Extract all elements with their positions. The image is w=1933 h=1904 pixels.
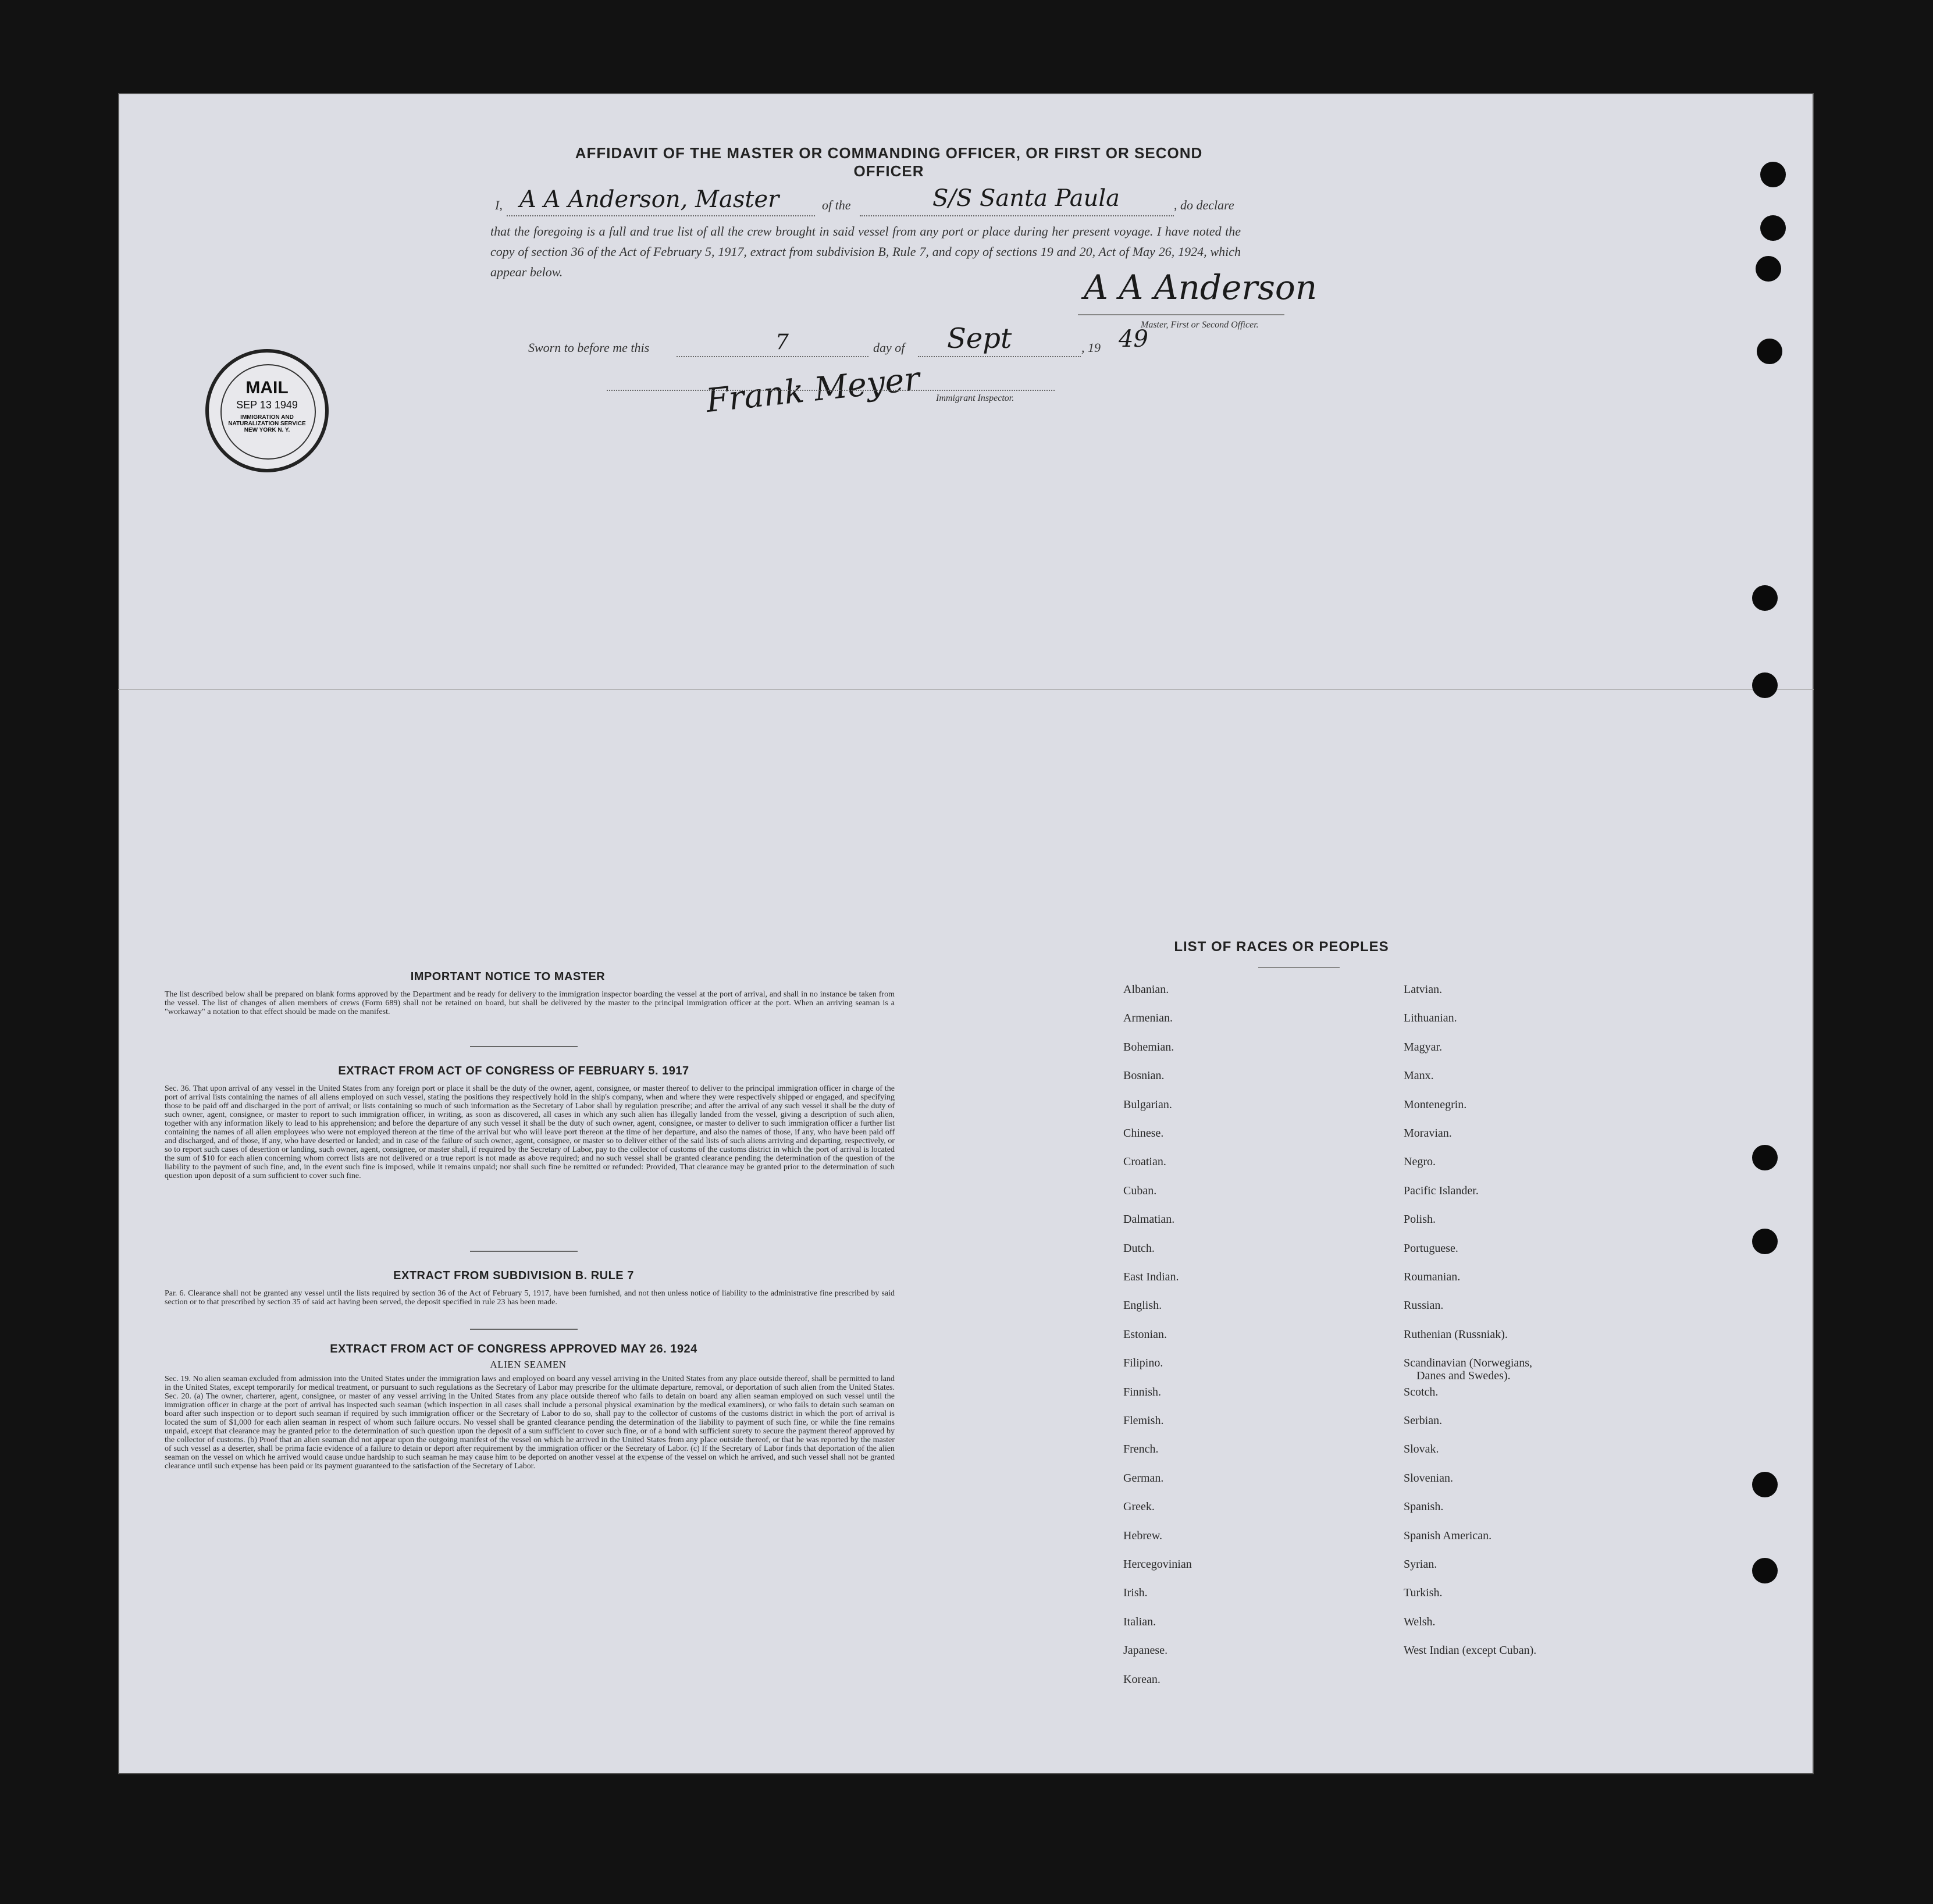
race-item: East Indian.: [1123, 1270, 1179, 1283]
race-item: Roumanian.: [1404, 1270, 1461, 1283]
year-handwritten: 49: [1119, 326, 1148, 353]
race-item: West Indian (except Cuban).: [1404, 1644, 1537, 1657]
sworn-month-line: [918, 356, 1081, 357]
race-item: Latvian.: [1404, 983, 1443, 996]
extract-1917-body: Sec. 36. That upon arrival of any vessel in the United States from any foreign port or place it shall be the duty of the owner, agent, consignee, or master thereof to deliver to the principal immigration officer in charge of the port of arrival lists containing the names of all aliens employed on such vessel, stating the positions they respectively hold in the ship's company, when and where they were respectively shipped or engaged, and specifying those to be paid off and discharged in the port of arrival; or lists containing so much of such information as the Secretary of Labor shall by regulation prescribe; and after the arrival of any such vessel it shall be the duty of such owner, agent, consignee, or master to report to such immigration officer, in writing, as soon as discovered, all cases in which any such alien has illegally landed from the vessel, giving a description of such alien, together with any information likely to lead to his apprehension; and before the departure of any such vessel it shall be the duty of such owner, agent, consignee, or master to deliver to such immigration officer a further list containing the names of all alien employees who were not employed thereon at the time of the arrival but who will leave port thereon at the time of her departure, and also the names of those, if any, who have been paid off and discharged, and of those, if any, who have deserted or landed; and in case of the failure of such owner, agent, consignee, or master so to deliver either of the said lists of such aliens arriving and departing, respectively, or so to report such cases of desertion or landing, such owner, agent, consignee, or master shall, if required by the Secretary of Labor, pay to the collector of customs of the customs district in which the port of arrival is located the sum of $10 for each alien concerning whom correct lists are not delivered or a true report is not made as above required; and no such vessel shall be granted clearance pending the determination of the question of the liability to the payment of such fine, and, in the event such fine is imposed, while it remains unpaid; nor shall such fine be remitted or refunded: Provided, That clearance may be granted prior to the determination of such question upon deposit of a sum sufficient to cover such fine.: [165, 1084, 895, 1180]
rule7-body: Par. 6. Clearance shall not be granted any vessel until the lists required by section 36 of the Act of February 5, 1917, have been furnished, and not then unless notice of liability to the administrative fine prescribed by said section or to that prescribed by section 35 of said act having been served, the deposit specified in rule 23 has been made.: [165, 1289, 895, 1307]
inspector-signature-line: [607, 390, 1055, 391]
race-item: Spanish.: [1404, 1500, 1444, 1514]
race-item: Syrian.: [1404, 1558, 1437, 1571]
declaration-prefix: I,: [495, 198, 503, 212]
races-divider: [1258, 967, 1340, 968]
race-item: Slovenian.: [1404, 1471, 1453, 1485]
race-item: French.: [1123, 1443, 1159, 1456]
extract-1924-body: Sec. 19. No alien seaman excluded from admission into the United States under the immigration laws and employed on board any vessel arriving in the United States from any place outside thereof, shall be permitted to land in the United States, except temporarily for medical treatment, or pursuant to such regulations as the Secretary of Labor may prescribe for the ultimate departure, removal, or deportation of such alien from the United States. Sec. 20. (a) The owner, charterer, agent, consignee, or master of any vessel arriving in the United States from any place outside thereof who fails to detain on board any alien seaman employed on such vessel until the immigration officer in charge at the port of arrival has inspected such seaman (which inspection in all cases shall include a personal physical examination by the medical examiners), or who fails to detain such seaman on board after such inspection or to deport such seaman if required by such immigration officer or the Secretary of Labor to do so, shall pay to the collector of customs of the customs district in which the port of arrival is located the sum of $1,000 for each alien seaman in respect of whom such failure occurs. No vessel shall be granted clearance pending the determination of the liability to payment of such fine, or while the fine remains unpaid, except that clearance may be granted prior to the determination of such question upon the deposit of a sum sufficient to cover such fine, or of a bond with sufficient surety to secure the payment thereof approved by the collector of customs. (b) Proof that an alien seaman did not appear upon the outgoing manifest of the vessel on which he arrived in the United States from any place outside thereof, or that he was reported by the master of such vessel as a deserter, shall be prima facie evidence of a failure to detain or deport after requirement by the immigration officer or the Secretary of Labor. (c) If the Secretary of Labor finds that deportation of the alien seaman on the vessel on which he arrived would cause undue hardship to such seaman he may cause him to be deported on another vessel at the expense of the vessel on which he arrived, and such vessel shall not be granted clearance until such expense has been paid or its payment guaranteed to the satisfaction of the Secretary of Labor.: [165, 1375, 895, 1471]
race-item: Moravian.: [1404, 1127, 1452, 1140]
punch-hole: [1752, 1229, 1778, 1254]
punch-hole: [1760, 215, 1786, 241]
race-item: English.: [1123, 1299, 1162, 1312]
section-divider: [470, 1251, 578, 1252]
rule7-heading: EXTRACT FROM SUBDIVISION B. RULE 7: [393, 1269, 634, 1282]
extract-1924-heading: EXTRACT FROM ACT OF CONGRESS APPROVED MAY 26. 1924: [330, 1343, 697, 1355]
race-item: Chinese.: [1123, 1127, 1164, 1140]
punch-hole: [1757, 339, 1782, 364]
affidavit-form: [118, 93, 1814, 1774]
section-divider: [470, 1046, 578, 1047]
race-item: Russian.: [1404, 1299, 1444, 1312]
races-heading: LIST OF RACES OR PEOPLES: [1174, 939, 1389, 955]
race-item: Negro.: [1404, 1155, 1436, 1169]
race-item: Danes and Swedes).: [1416, 1369, 1511, 1383]
race-item: Serbian.: [1404, 1414, 1443, 1427]
race-item: Albanian.: [1123, 983, 1169, 996]
page-fold-line: [118, 689, 1814, 690]
sworn-day-handwritten: 7: [775, 330, 789, 354]
sworn-prefix: Sworn to before me this: [528, 340, 650, 355]
race-item: Japanese.: [1123, 1644, 1168, 1657]
vessel-name-handwritten: S/S Santa Paula: [932, 185, 1120, 212]
race-item: Hercegovinian: [1123, 1558, 1192, 1571]
race-item: Armenian.: [1123, 1012, 1173, 1025]
race-item: Filipino.: [1123, 1357, 1163, 1370]
race-item: Welsh.: [1404, 1615, 1436, 1628]
race-item: Scotch.: [1404, 1385, 1439, 1398]
race-item: Irish.: [1123, 1586, 1148, 1600]
stamp-agency: IMMIGRATION AND NATURALIZATION SERVICE NEW YORK N. Y.: [228, 414, 306, 433]
mail-received-stamp: [205, 349, 329, 472]
race-item: Lithuanian.: [1404, 1012, 1457, 1025]
punch-hole: [1760, 162, 1786, 187]
punch-hole: [1752, 672, 1778, 698]
master-signature-line: [1078, 314, 1284, 315]
race-item: Flemish.: [1123, 1414, 1164, 1427]
race-item: Croatian.: [1123, 1155, 1166, 1169]
race-item: Turkish.: [1404, 1586, 1443, 1600]
race-item: Spanish American.: [1404, 1529, 1492, 1542]
race-item: Korean.: [1123, 1672, 1160, 1686]
punch-hole: [1752, 585, 1778, 611]
race-item: Manx.: [1404, 1069, 1434, 1083]
year-prefix: , 19: [1081, 340, 1101, 355]
punch-hole: [1752, 1145, 1778, 1170]
race-item: Montenegrin.: [1404, 1098, 1467, 1111]
race-item: Hebrew.: [1123, 1529, 1163, 1542]
race-item: Ruthenian (Russniak).: [1404, 1328, 1508, 1341]
race-item: Polish.: [1404, 1213, 1436, 1226]
race-item: Portuguese.: [1404, 1241, 1458, 1255]
alien-seamen-subheading: ALIEN SEAMEN: [490, 1359, 567, 1370]
declaration-body: that the foregoing is a full and true list of all the crew brought in said vessel from any port or place during her present voyage. I have noted the copy of section 36 of the Act of February 5, 1917, extract from subdivision B, Rule 7, and copy of sections 19 and 20, Act of May 26, 1924, which appear below.: [490, 224, 1241, 279]
race-item: Bulgarian.: [1123, 1098, 1172, 1111]
sworn-month-handwritten: Sept: [947, 322, 1012, 355]
stamp-date: SEP 13 1949: [236, 399, 298, 411]
master-signature: A A Anderson: [1084, 268, 1318, 307]
race-item: German.: [1123, 1471, 1164, 1485]
notice-heading: IMPORTANT NOTICE TO MASTER: [410, 970, 606, 983]
punch-hole: [1752, 1558, 1778, 1583]
punch-hole: [1756, 256, 1781, 282]
extract-1917-heading: EXTRACT FROM ACT OF CONGRESS OF FEBRUARY 5. 1917: [338, 1065, 689, 1077]
master-name-handwritten: A A Anderson, Master: [519, 186, 779, 213]
sworn-day-line: [677, 356, 868, 357]
section-divider: [470, 1329, 578, 1330]
vessel-line: [860, 215, 1174, 216]
race-item: Magyar.: [1404, 1040, 1443, 1054]
master-signature-label: Master, First or Second Officer.: [1141, 320, 1259, 330]
race-item: Scandinavian (Norwegians,: [1404, 1357, 1533, 1370]
race-item: Bosnian.: [1123, 1069, 1165, 1083]
punch-hole: [1752, 1472, 1778, 1497]
do-declare-label: , do declare: [1174, 198, 1234, 212]
race-item: Dutch.: [1123, 1241, 1155, 1255]
race-item: Italian.: [1123, 1615, 1156, 1628]
race-item: Pacific Islander.: [1404, 1184, 1479, 1197]
race-item: Dalmatian.: [1123, 1213, 1175, 1226]
race-item: Finnish.: [1123, 1385, 1162, 1398]
affidavit-title: AFFIDAVIT OF THE MASTER OR COMMANDING OFFICER, OR FIRST OR SECOND OFFICER: [575, 144, 1203, 180]
race-item: Slovak.: [1404, 1443, 1439, 1456]
inspector-signature: Frank Meyer: [704, 360, 922, 421]
notice-body: The list described below shall be prepared on blank forms approved by the Department and be ready for delivery to the immigration inspector boarding the vessel at the port of arrival, and shall in no instance be taken from the vessel. The list of changes of alien members of crews (Form 689) shall not be retained on board, but shall be delivered by the master to the principal immigration officer at the port. When an arriving seaman is a "workaway" a notation to that effect should be made on the manifest.: [165, 990, 895, 1016]
of-the-label: of the: [822, 198, 851, 212]
day-of-label: day of: [873, 340, 905, 355]
race-item: Estonian.: [1123, 1328, 1167, 1341]
race-item: Bohemian.: [1123, 1040, 1174, 1054]
stamp-mail-text: MAIL: [245, 378, 289, 397]
race-item: Cuban.: [1123, 1184, 1157, 1197]
inspector-label: Immigrant Inspector.: [936, 393, 1014, 403]
race-item: Greek.: [1123, 1500, 1155, 1514]
name-line: [507, 215, 815, 216]
